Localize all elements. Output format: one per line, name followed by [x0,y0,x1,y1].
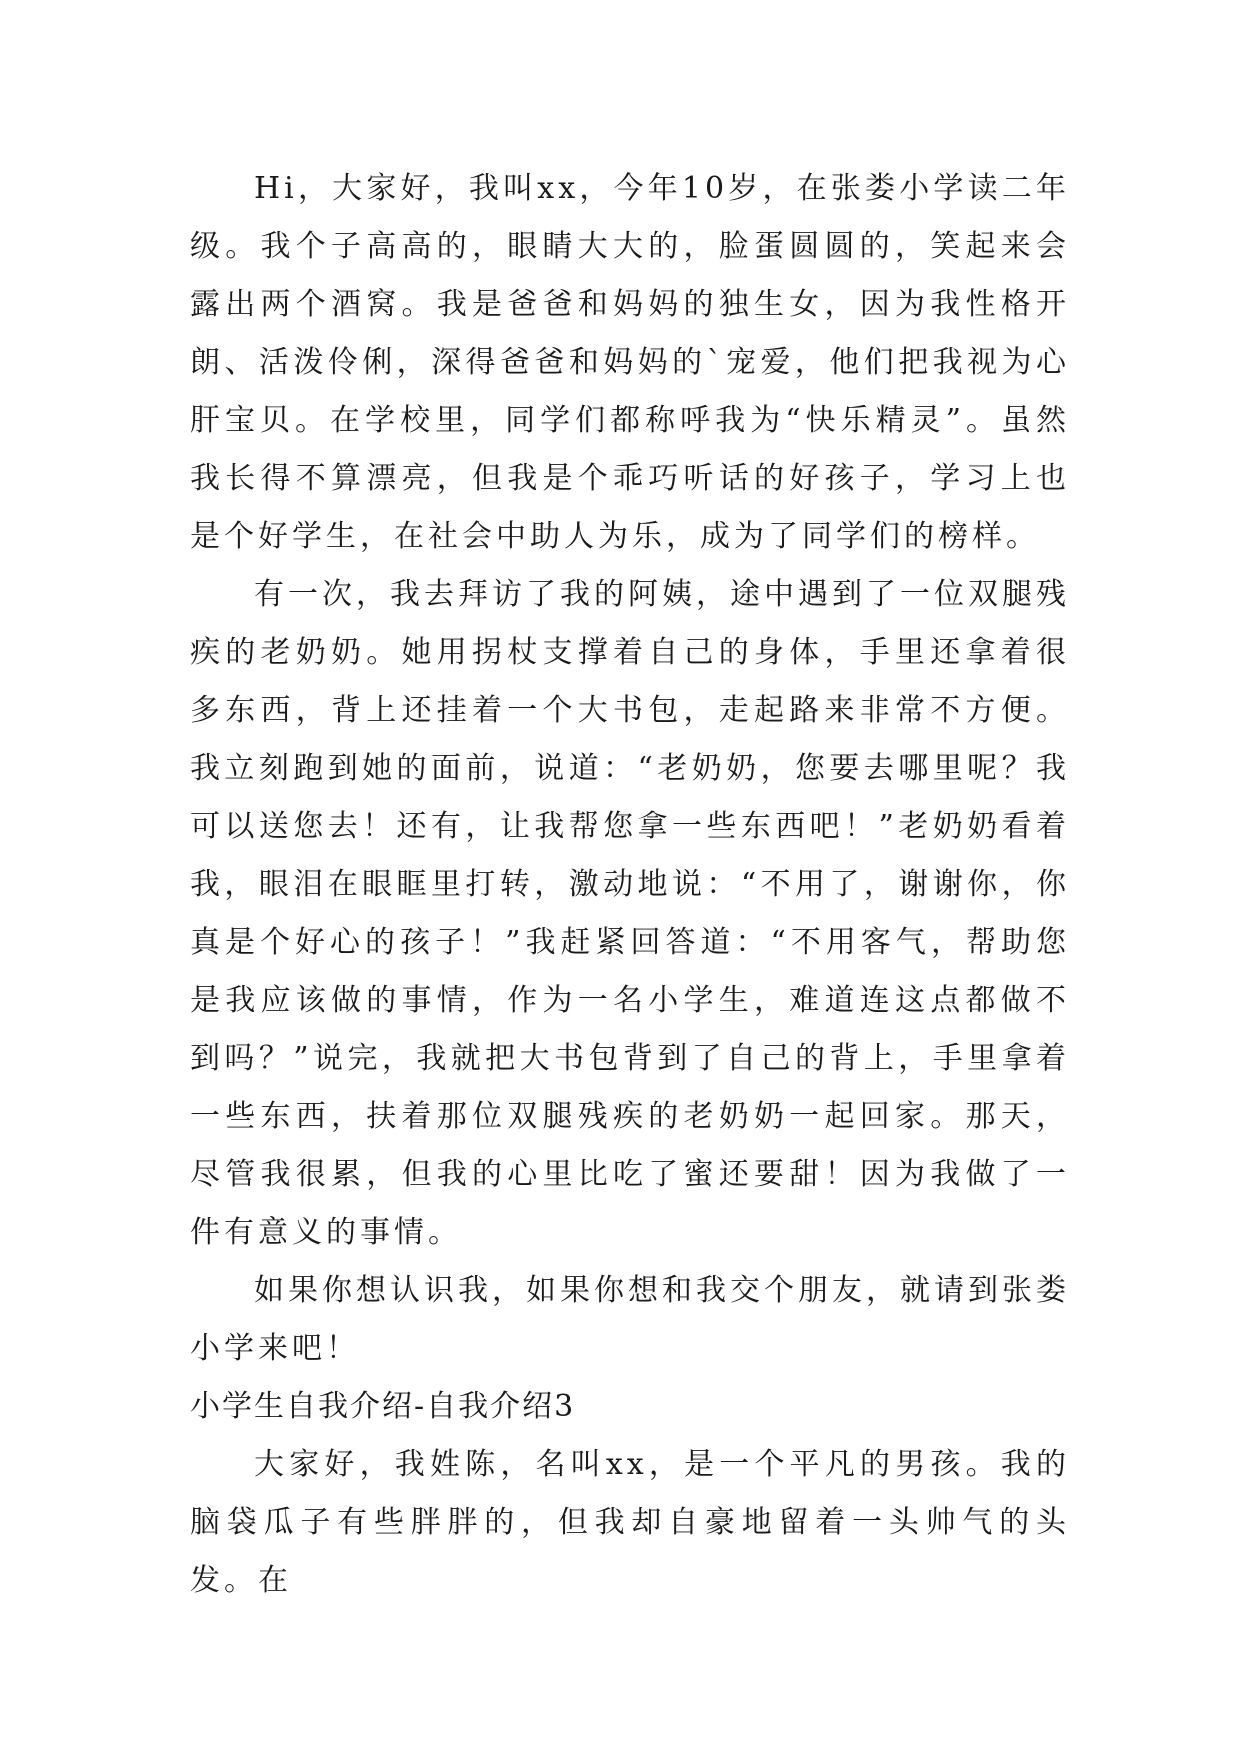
paragraph-self-intro: Hi，大家好，我叫xx，今年10岁，在张娄小学读二年级。我个子高高的，眼睛大大的，脸蛋圆圆的，笑起来会露出两个酒窝。我是爸爸和妈妈的独生女，因为我性格开朗、活泼伶俐，深得爸爸和妈妈的`宠爱，他们把我视为心肝宝贝。在学校里，同学们都称呼我为“快乐精灵”。虽然我长得不算漂亮，但我是个乖巧听话的好孩子，学习上也是个好学生，在社会中助人为乐，成为了同学们的榜样。 [190,171,1070,554]
section-heading: 小学生自我介绍-自我介绍3 [190,1389,576,1424]
paragraph-section-3-start: 大家好，我姓陈，名叫xx，是一个平凡的男孩。我的脑袋瓜子有些胖胖的，但我却自豪地留着一头帅气的头发。在 [190,1447,1070,1598]
paragraph-helping-grandma: 有一次，我去拜访了我的阿姨，途中遇到了一位双腿残疾的老奶奶。她用拐杖支撑着自己的身体，手里还拿着很多东西，背上还挂着一个大书包，走起路来非常不方便。我立刻跑到她的面前，说道：“老奶奶，您要去哪里呢？我可以送您去！还有，让我帮您拿一些东西吧！”老奶奶看着我，眼泪在眼眶里打转，激动地说：“不用了，谢谢你，你真是个好心的孩子！”我赶紧回答道：“不用客气，帮助您是我应该做的事情，作为一名小学生，难道连这点都做不到吗？”说完，我就把大书包背到了自己的背上，手里拿着一些东西，扶着那位双腿残疾的老奶奶一起回家。那天，尽管我很累，但我的心里比吃了蜜还要甜！因为我做了一件有意义的事情。 [190,577,1070,1250]
document-body [190,160,1070,1610]
paragraph-invitation: 如果你想认识我，如果你想和我交个朋友，就请到张娄小学来吧！ [190,1273,1070,1366]
